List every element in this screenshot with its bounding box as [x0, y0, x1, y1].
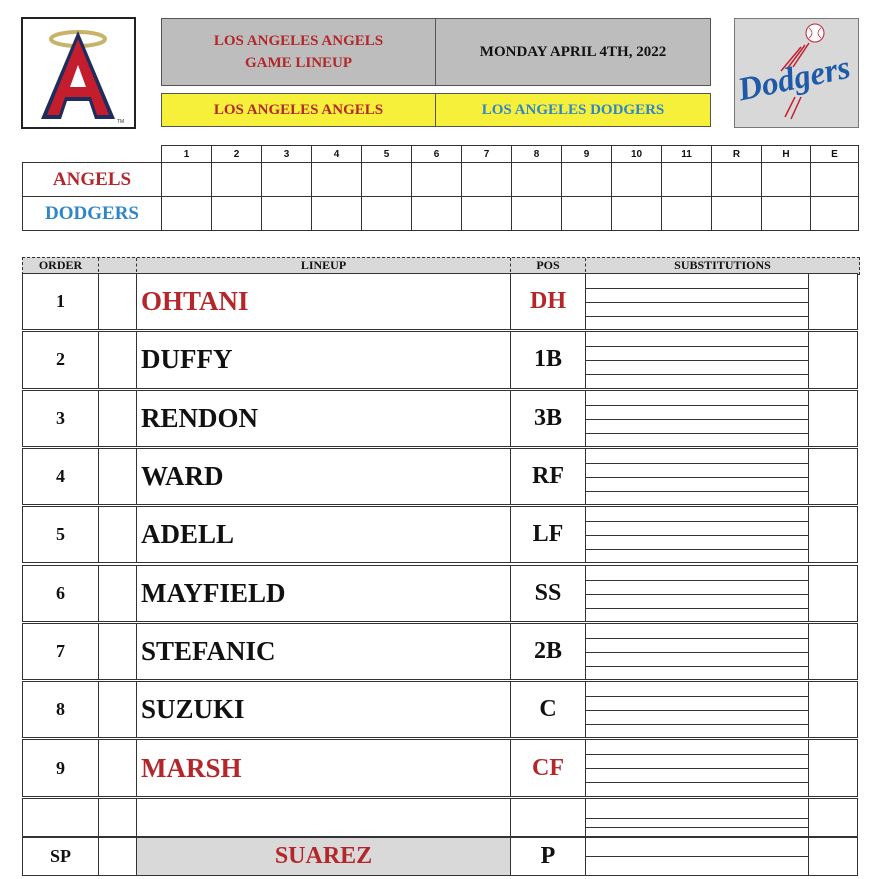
sub-line — [586, 580, 809, 581]
sub-line — [586, 549, 809, 550]
scoreboard-team-dodgers: DODGERS — [23, 197, 162, 231]
batting-order: 1 — [23, 274, 99, 329]
sub-line — [586, 346, 809, 347]
sub-line — [586, 419, 809, 420]
check-cell[interactable] — [99, 332, 137, 387]
player-name[interactable]: ADELL — [137, 507, 511, 562]
player-name[interactable]: STEFANIC — [137, 624, 511, 679]
score-cell[interactable] — [212, 163, 262, 197]
starting-pitcher-row — [22, 837, 858, 876]
score-cell[interactable] — [162, 197, 212, 231]
score-cell[interactable] — [362, 163, 412, 197]
runs-header: R — [712, 146, 762, 163]
scoreboard-corner — [23, 146, 162, 163]
score-cell[interactable] — [462, 197, 512, 231]
empty-name-cell[interactable] — [137, 799, 511, 836]
player-position[interactable]: SS — [511, 566, 586, 621]
check-cell[interactable] — [99, 274, 137, 329]
score-cell[interactable] — [562, 197, 612, 231]
player-name[interactable]: WARD — [137, 449, 511, 504]
inning-7-header: 7 — [462, 146, 512, 163]
score-cell[interactable] — [312, 163, 362, 197]
inning-11-header: 11 — [662, 146, 712, 163]
batting-order: 4 — [23, 449, 99, 504]
score-cell[interactable] — [811, 163, 859, 197]
sub-line — [586, 856, 809, 857]
sub-line — [586, 477, 809, 478]
lineup-row — [22, 681, 858, 738]
lineup-column-header: LINEUP — [137, 258, 511, 272]
sub-line — [586, 521, 809, 522]
player-position[interactable]: 3B — [511, 391, 586, 446]
sub-line — [586, 608, 809, 609]
check-cell[interactable] — [99, 740, 137, 795]
check-cell[interactable] — [99, 507, 137, 562]
sub-divider — [808, 740, 809, 795]
lineup-row — [22, 448, 858, 505]
sub-line — [586, 405, 809, 406]
game-title-line1: LOS ANGELES ANGELS — [213, 33, 384, 49]
sp-name[interactable]: SUAREZ — [137, 838, 511, 875]
empty-pos-cell[interactable] — [511, 799, 586, 836]
away-team-text: LOS ANGELES DODGERS — [481, 101, 665, 118]
dodgers-logo-icon — [735, 19, 857, 126]
sub-line — [586, 491, 809, 492]
sub-divider — [808, 449, 809, 504]
substitutions-cell[interactable] — [586, 740, 859, 795]
inning-5-header: 5 — [362, 146, 412, 163]
player-position[interactable]: 2B — [511, 624, 586, 679]
score-cell[interactable] — [312, 197, 362, 231]
angels-logo-icon — [23, 19, 134, 127]
score-cell[interactable] — [712, 197, 762, 231]
inning-2-header: 2 — [212, 146, 262, 163]
score-cell[interactable] — [512, 163, 562, 197]
sub-line — [586, 302, 809, 303]
batting-order: 7 — [23, 624, 99, 679]
sub-line — [586, 316, 809, 317]
score-cell[interactable] — [762, 163, 811, 197]
scoreboard — [22, 145, 859, 231]
score-cell[interactable] — [262, 197, 312, 231]
svg-text:Dodgers: Dodgers — [735, 49, 854, 109]
substitutions-cell[interactable] — [586, 507, 859, 562]
sub-line — [586, 710, 809, 711]
errors-header: E — [811, 146, 859, 163]
sp-check-cell[interactable] — [99, 838, 137, 875]
svg-text:TM: TM — [117, 119, 125, 125]
batting-order: 5 — [23, 507, 99, 562]
sub-divider — [808, 682, 809, 737]
lineup-row — [22, 273, 858, 330]
home-team-text: LOS ANGELES ANGELS — [213, 101, 384, 118]
sub-divider — [808, 391, 809, 446]
inning-1-header: 1 — [162, 146, 212, 163]
sub-divider — [808, 624, 809, 679]
player-position[interactable]: DH — [511, 274, 586, 329]
sub-line — [586, 652, 809, 653]
substitutions-cell[interactable] — [586, 566, 859, 621]
substitutions-cell[interactable] — [586, 391, 859, 446]
sub-line — [586, 724, 809, 725]
substitutions-cell[interactable] — [586, 449, 859, 504]
check-cell[interactable] — [99, 566, 137, 621]
score-cell[interactable] — [512, 197, 562, 231]
score-cell[interactable] — [811, 197, 859, 231]
scoreboard-row-dodgers — [23, 197, 859, 231]
substitutions-cell[interactable] — [586, 274, 859, 329]
scoreboard-row-angels — [23, 163, 859, 197]
game-title-line2: GAME LINEUP — [244, 55, 353, 71]
sub-line — [586, 818, 809, 819]
away-team-label — [435, 93, 711, 127]
sub-line — [586, 666, 809, 667]
score-cell[interactable] — [662, 197, 712, 231]
score-cell[interactable] — [362, 197, 412, 231]
substitutions-cell[interactable] — [586, 682, 859, 737]
score-cell[interactable] — [562, 163, 612, 197]
sub-divider — [808, 332, 809, 387]
sub-line — [586, 768, 809, 769]
sub-line — [586, 360, 809, 361]
score-cell[interactable] — [612, 197, 662, 231]
sub-line — [586, 754, 809, 755]
inning-3-header: 3 — [262, 146, 312, 163]
lineup-row — [22, 506, 858, 563]
scoreboard-header-row — [23, 146, 859, 163]
game-date — [435, 18, 711, 86]
sub-line — [586, 638, 809, 639]
sub-line — [586, 594, 809, 595]
batting-order: 6 — [23, 566, 99, 621]
sub-divider — [808, 838, 809, 875]
sub-line — [586, 535, 809, 536]
sub-line — [586, 288, 809, 289]
hits-header: H — [762, 146, 811, 163]
sub-line — [586, 463, 809, 464]
check-cell[interactable] — [99, 391, 137, 446]
player-name[interactable]: RENDON — [137, 391, 511, 446]
lineup-row — [22, 623, 858, 680]
empty-check-cell[interactable] — [99, 799, 137, 836]
score-cell[interactable] — [262, 163, 312, 197]
sub-line — [586, 827, 809, 828]
player-position[interactable]: CF — [511, 740, 586, 795]
player-name[interactable]: SUZUKI — [137, 682, 511, 737]
player-position[interactable]: C — [511, 682, 586, 737]
player-position[interactable]: RF — [511, 449, 586, 504]
sub-line — [586, 696, 809, 697]
check-cell[interactable] — [99, 624, 137, 679]
lineup-row — [22, 331, 858, 388]
angels-logo — [21, 17, 136, 129]
sub-divider — [808, 274, 809, 329]
player-name[interactable]: OHTANI — [137, 274, 511, 329]
sub-line — [586, 374, 809, 375]
sub-line — [586, 782, 809, 783]
check-cell[interactable] — [99, 449, 137, 504]
sub-line — [586, 433, 809, 434]
score-cell[interactable] — [762, 197, 811, 231]
inning-10-header: 10 — [612, 146, 662, 163]
blank-header — [99, 258, 137, 272]
player-position[interactable]: LF — [511, 507, 586, 562]
batting-order: 8 — [23, 682, 99, 737]
substitutions-cell[interactable] — [586, 624, 859, 679]
score-cell[interactable] — [462, 163, 512, 197]
score-cell[interactable] — [612, 163, 662, 197]
sp-subs-cell[interactable] — [586, 838, 859, 875]
dodgers-logo — [734, 18, 859, 128]
score-cell[interactable] — [412, 197, 462, 231]
sub-divider — [808, 566, 809, 621]
score-cell[interactable] — [212, 197, 262, 231]
player-name[interactable]: DUFFY — [137, 332, 511, 387]
score-cell[interactable] — [662, 163, 712, 197]
home-team-label — [161, 93, 436, 127]
game-date-text: MONDAY APRIL 4TH, 2022 — [479, 43, 667, 60]
batting-order: 3 — [23, 391, 99, 446]
empty-order-cell[interactable] — [23, 799, 99, 836]
check-cell[interactable] — [99, 682, 137, 737]
scoreboard-team-angels: ANGELS — [23, 163, 162, 197]
score-cell[interactable] — [712, 163, 762, 197]
substitutions-cell[interactable] — [586, 332, 859, 387]
score-cell[interactable] — [162, 163, 212, 197]
pos-header: POS — [511, 258, 586, 272]
empty-subs-cell[interactable] — [586, 799, 859, 836]
sp-label: SP — [23, 838, 99, 875]
player-position[interactable]: 1B — [511, 332, 586, 387]
lineup-empty-row — [22, 798, 858, 837]
subs-header: SUBSTITUTIONS — [674, 258, 771, 272]
batting-order: 9 — [23, 740, 99, 795]
score-cell[interactable] — [412, 163, 462, 197]
game-title — [161, 18, 436, 86]
inning-4-header: 4 — [312, 146, 362, 163]
inning-6-header: 6 — [412, 146, 462, 163]
sub-divider — [808, 507, 809, 562]
lineup-row — [22, 739, 858, 796]
lineup-row — [22, 565, 858, 622]
sub-divider — [808, 799, 809, 836]
player-name[interactable]: MARSH — [137, 740, 511, 795]
order-header: ORDER — [23, 258, 99, 272]
inning-8-header: 8 — [512, 146, 562, 163]
lineup-row — [22, 390, 858, 447]
sp-pos[interactable]: P — [511, 838, 586, 875]
batting-order: 2 — [23, 332, 99, 387]
inning-9-header: 9 — [562, 146, 612, 163]
player-name[interactable]: MAYFIELD — [137, 566, 511, 621]
